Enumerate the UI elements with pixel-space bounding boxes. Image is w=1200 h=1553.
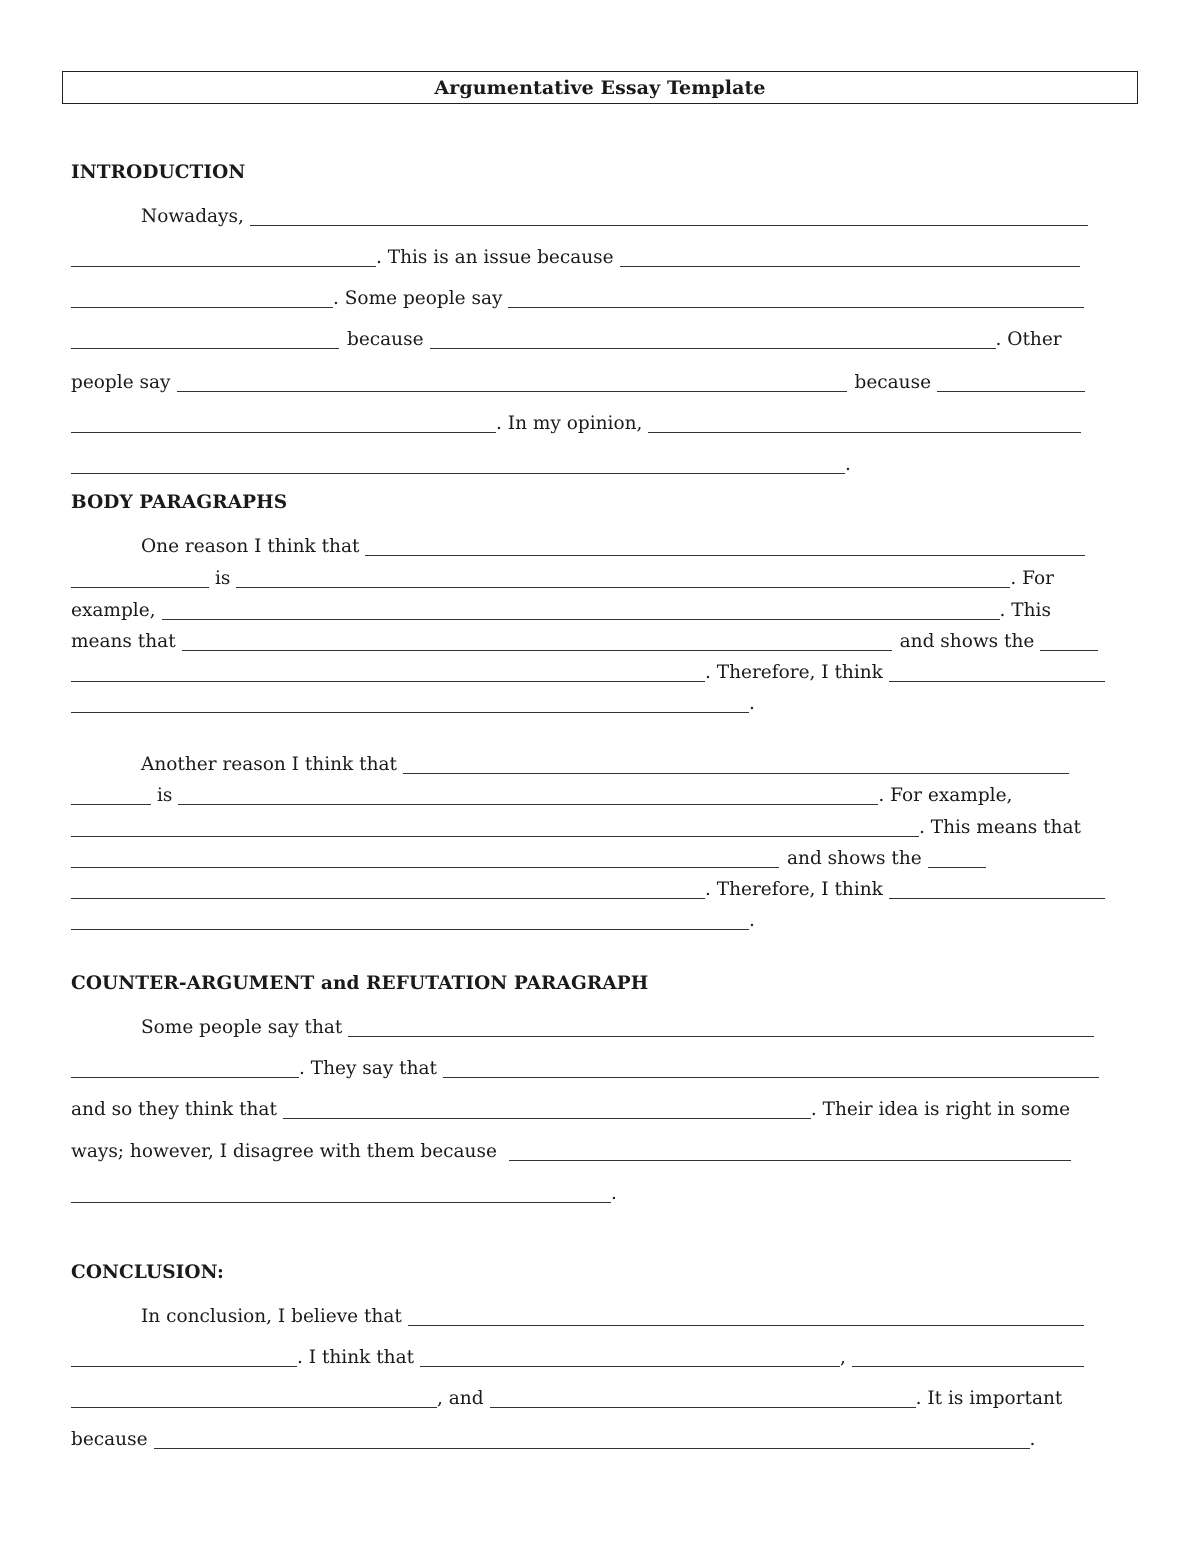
blank[interactable]	[508, 306, 1084, 308]
blank[interactable]	[71, 1406, 437, 1408]
text-this: . This	[999, 599, 1051, 621]
blank[interactable]	[71, 586, 209, 588]
blank[interactable]	[852, 1365, 1084, 1367]
text-their-idea: . Their idea is right in some	[810, 1098, 1071, 1120]
text-period: .	[611, 1182, 617, 1204]
counter-line-3	[71, 1096, 1070, 1122]
text-because: because	[347, 328, 424, 350]
intro-line-4	[71, 326, 1062, 352]
body-p1-line-4	[71, 628, 1098, 654]
text-issue-because: . This is an issue because	[376, 246, 614, 268]
blank[interactable]	[509, 1159, 1071, 1161]
blank[interactable]	[365, 554, 1085, 556]
body-p1-line-6	[71, 690, 755, 716]
introduction-heading: INTRODUCTION	[71, 162, 246, 183]
blank[interactable]	[71, 1201, 611, 1203]
intro-line-3	[71, 285, 1084, 311]
blank[interactable]	[71, 306, 333, 308]
counter-line-2	[71, 1055, 1099, 1081]
blank[interactable]	[430, 347, 996, 349]
blank[interactable]	[889, 897, 1105, 899]
text-period: .	[749, 909, 755, 931]
intro-line-6	[71, 410, 1081, 436]
text-therefore: . Therefore, I think	[705, 878, 883, 900]
text-in-my-opinion: . In my opinion,	[496, 412, 643, 434]
blank[interactable]	[889, 680, 1105, 682]
conclusion-line-3	[71, 1385, 1062, 1411]
text-because: because	[71, 1428, 148, 1450]
blank[interactable]	[1040, 649, 1098, 651]
blank[interactable]	[177, 390, 847, 392]
blank[interactable]	[71, 265, 376, 267]
blank[interactable]	[348, 1035, 1094, 1037]
blank[interactable]	[620, 265, 1080, 267]
text-example: example,	[71, 599, 156, 621]
conclusion-heading: CONCLUSION:	[71, 1262, 224, 1283]
body-p1-line-1	[141, 533, 1085, 559]
blank[interactable]	[71, 347, 339, 349]
body-paragraphs-heading: BODY PARAGRAPHS	[71, 492, 288, 513]
blank[interactable]	[71, 835, 919, 837]
text-this-means-that: . This means that	[919, 816, 1081, 838]
text-period: .	[1029, 1428, 1036, 1450]
conclusion-line-1	[141, 1303, 1084, 1329]
body-p2-line-4	[71, 845, 986, 871]
text-other: . Other	[995, 328, 1062, 350]
text-they-say-that: . They say that	[299, 1057, 437, 1079]
body-p1-line-3	[71, 597, 1051, 623]
text-and-so-they-think-that: and so they think that	[71, 1098, 277, 1120]
counter-line-1	[141, 1014, 1094, 1040]
text-and-shows-the: and shows the	[899, 630, 1035, 652]
text-period: .	[749, 692, 755, 714]
blank[interactable]	[178, 803, 878, 805]
blank[interactable]	[490, 1406, 916, 1408]
conclusion-line-4	[71, 1426, 1035, 1452]
blank[interactable]	[250, 224, 1088, 226]
document-title: Argumentative Essay Template	[62, 71, 1138, 104]
text-comma: ,	[840, 1346, 846, 1368]
blank[interactable]	[71, 1076, 299, 1078]
intro-line-5	[71, 369, 1085, 395]
text-is: is	[215, 567, 231, 589]
blank[interactable]	[236, 586, 1010, 588]
blank[interactable]	[71, 803, 151, 805]
blank[interactable]	[443, 1076, 1099, 1078]
text-in-conclusion: In conclusion, I believe that	[141, 1305, 402, 1327]
text-it-is-important: . It is important	[915, 1387, 1063, 1409]
body-p2-line-2	[71, 782, 1012, 808]
blank[interactable]	[71, 431, 496, 433]
blank[interactable]	[71, 472, 845, 474]
blank[interactable]	[182, 649, 892, 651]
body-p2-line-1	[141, 751, 1069, 777]
text-is: is	[157, 784, 173, 806]
text-some-people-say-that: Some people say that	[141, 1016, 343, 1038]
text-means-that: means that	[71, 630, 176, 652]
text-for-example: . For example,	[878, 784, 1013, 806]
blank[interactable]	[162, 618, 1000, 620]
body-p2-line-5	[71, 876, 1105, 902]
text-and: , and	[437, 1387, 484, 1409]
body-p1-line-2	[71, 565, 1054, 591]
intro-line-7	[71, 451, 851, 477]
text-because: because	[854, 371, 932, 393]
blank[interactable]	[648, 431, 1081, 433]
blank[interactable]	[154, 1447, 1030, 1449]
blank[interactable]	[283, 1117, 811, 1119]
body-p2-line-3	[71, 814, 1081, 840]
blank[interactable]	[71, 711, 749, 713]
blank[interactable]	[937, 390, 1085, 392]
blank[interactable]	[71, 897, 705, 899]
text-people-say: people say	[71, 371, 171, 393]
blank[interactable]	[403, 772, 1069, 774]
blank[interactable]	[71, 1365, 297, 1367]
text-for: . For	[1010, 567, 1054, 589]
blank[interactable]	[71, 866, 779, 868]
text-ways-however: ways; however, I disagree with them because	[71, 1140, 497, 1162]
text-period: .	[845, 453, 851, 475]
text-therefore: . Therefore, I think	[705, 661, 883, 683]
blank[interactable]	[71, 928, 749, 930]
intro-line-1	[141, 203, 1088, 229]
text-some-people-say: . Some people say	[333, 287, 503, 309]
counter-line-5	[71, 1180, 617, 1206]
text-and-shows-the: and shows the	[787, 847, 922, 869]
body-p1-line-5	[71, 659, 1105, 685]
blank[interactable]	[71, 680, 705, 682]
intro-line-2	[71, 244, 1080, 270]
text-nowadays: Nowadays,	[141, 205, 244, 227]
text-i-think-that: . I think that	[297, 1346, 415, 1368]
blank[interactable]	[408, 1324, 1084, 1326]
text-another-reason: Another reason I think that	[141, 753, 397, 775]
blank[interactable]	[928, 866, 986, 868]
text-one-reason: One reason I think that	[141, 535, 360, 557]
blank[interactable]	[420, 1365, 840, 1367]
conclusion-line-2	[71, 1344, 1084, 1370]
counter-line-4	[71, 1138, 1071, 1164]
counter-argument-heading: COUNTER-ARGUMENT and REFUTATION PARAGRAPH	[71, 973, 649, 994]
body-p2-line-6	[71, 907, 755, 933]
